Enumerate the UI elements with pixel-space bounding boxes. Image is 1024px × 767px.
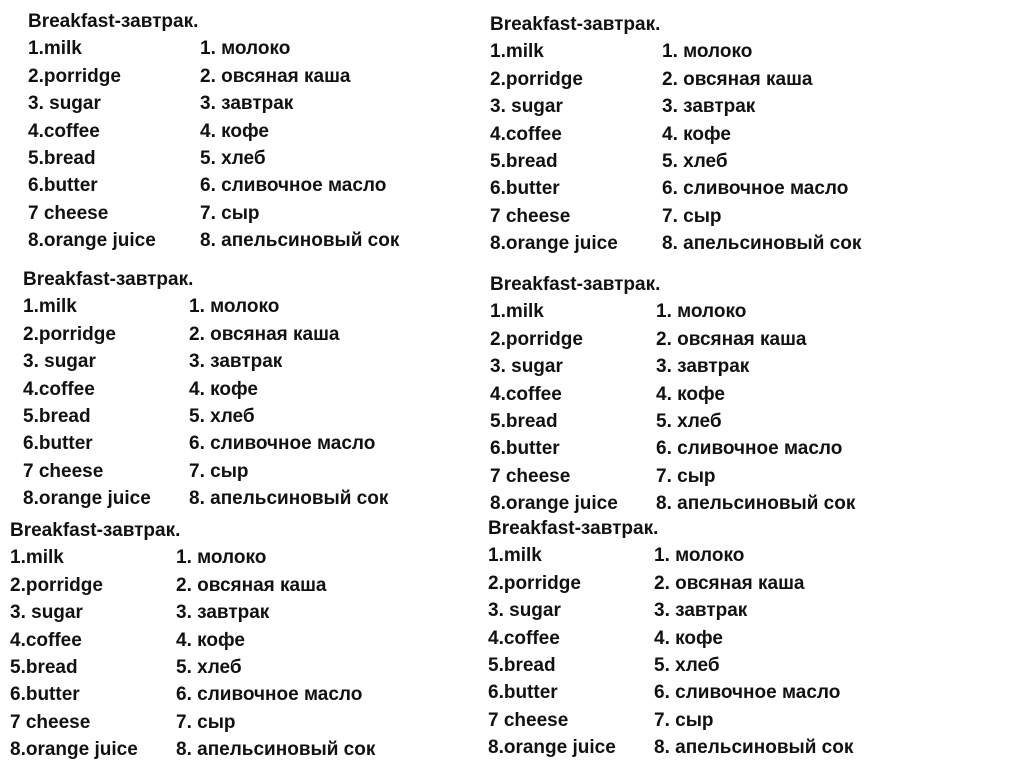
vocabulary-row [23,430,376,457]
english-word: 1.milk [23,296,77,318]
english-word: 5.bread [490,150,558,172]
russian-translation: 2. овсяная каша [189,323,340,345]
russian-translation: 8. апельсиновый сок [176,739,376,761]
english-word: 8.orange juice [490,233,618,255]
english-word: 1.milk [28,38,82,60]
vocabulary-row [490,463,716,490]
english-word: 6.butter [23,433,93,455]
vocabulary-row [28,227,400,254]
english-word: 5.bread [490,410,558,432]
russian-translation: 3. завтрак [189,351,283,373]
russian-translation: 1. молоко [189,296,280,318]
russian-translation: 1. молоко [176,547,267,569]
vocabulary-row [490,203,722,230]
russian-translation: 6. сливочное масло [654,682,841,704]
russian-translation: 7. сыр [654,709,714,731]
english-word: 1.milk [488,545,542,567]
english-word: 8.orange juice [490,493,618,515]
russian-translation: 7. сыр [200,202,260,224]
vocabulary-row [490,326,807,353]
vocabulary-row [10,544,267,571]
vocabulary-row [490,435,843,462]
card-title: Breakfast-завтрак. [488,518,659,539]
vocabulary-row [28,35,291,62]
english-word: 7 cheese [490,465,571,487]
english-word: 3. sugar [490,356,563,378]
vocabulary-row [10,709,236,736]
russian-translation: 8. апельсиновый сок [654,737,854,759]
russian-translation: 6. сливочное масло [176,684,363,706]
russian-translation: 4. кофе [654,627,723,649]
vocabulary-row [10,572,327,599]
vocabulary-row [490,148,728,175]
english-word: 1.milk [10,547,64,569]
russian-translation: 7. сыр [176,711,236,733]
card-title: Breakfast-завтрак. [23,269,194,290]
english-word: 6.butter [488,682,558,704]
russian-translation: 3. завтрак [654,600,748,622]
english-word: 4.coffee [23,378,95,400]
russian-translation: 5. хлеб [656,410,722,432]
russian-translation: 3. завтрак [200,93,294,115]
vocabulary-row [23,321,340,348]
english-word: 7 cheese [28,202,109,224]
card-title: Breakfast-завтрак. [490,14,661,35]
vocabulary-row [488,542,745,569]
english-word: 4.coffee [490,123,562,145]
english-word: 2.porridge [28,65,121,87]
english-word: 1.milk [490,41,544,63]
english-word: 8.orange juice [488,737,616,759]
russian-translation: 7. сыр [189,460,249,482]
vocabulary-row [28,200,260,227]
russian-translation: 5. хлеб [654,654,720,676]
english-word: 3. sugar [490,96,563,118]
russian-translation: 4. кофе [189,378,258,400]
english-word: 6.butter [490,438,560,460]
english-word: 6.butter [10,684,80,706]
english-word: 4.coffee [28,120,100,142]
english-word: 4.coffee [10,629,82,651]
vocabulary-row [23,293,280,320]
russian-translation: 1. молоко [662,41,753,63]
vocabulary-row [488,707,714,734]
russian-translation: 8. апельсиновый сок [200,230,400,252]
english-word: 5.bread [10,656,78,678]
vocabulary-card [10,517,376,764]
vocabulary-row [28,63,351,90]
english-word: 4.coffee [490,383,562,405]
russian-translation: 5. хлеб [200,147,266,169]
vocabulary-row [490,353,750,380]
russian-translation: 4. кофе [176,629,245,651]
russian-translation: 4. кофе [662,123,731,145]
english-word: 6.butter [490,178,560,200]
russian-translation: 2. овсяная каша [656,328,807,350]
english-word: 2.porridge [490,68,583,90]
english-word: 5.bread [488,654,556,676]
english-word: 6.butter [28,175,98,197]
vocabulary-row [28,172,387,199]
russian-translation: 4. кофе [656,383,725,405]
vocabulary-row [10,736,376,763]
vocabulary-row [488,652,720,679]
english-word: 8.orange juice [10,739,138,761]
russian-translation: 5. хлеб [176,656,242,678]
vocabulary-card [488,515,854,762]
russian-translation: 2. овсяная каша [654,572,805,594]
vocabulary-card [490,271,856,518]
english-word: 7 cheese [23,460,104,482]
card-title: Breakfast-завтрак. [490,274,661,295]
english-word: 5.bread [28,147,96,169]
russian-translation: 3. завтрак [176,602,270,624]
vocabulary-row [28,118,269,145]
english-word: 3. sugar [10,602,83,624]
vocabulary-row [488,570,805,597]
vocabulary-row [490,298,747,325]
vocabulary-row [488,597,748,624]
russian-translation: 4. кофе [200,120,269,142]
vocabulary-row [488,679,841,706]
russian-translation: 1. молоко [654,545,745,567]
vocabulary-row [10,654,242,681]
russian-translation: 6. сливочное масло [656,438,843,460]
russian-translation: 6. сливочное масло [200,175,387,197]
vocabulary-row [28,145,266,172]
vocabulary-row [23,376,258,403]
russian-translation: 3. завтрак [656,356,750,378]
english-word: 7 cheese [10,711,91,733]
english-word: 2.porridge [488,572,581,594]
english-word: 4.coffee [488,627,560,649]
vocabulary-row [28,90,294,117]
vocabulary-row [490,408,722,435]
vocabulary-row [490,490,856,517]
english-word: 3. sugar [23,351,96,373]
russian-translation: 8. апельсиновый сок [189,488,389,510]
vocabulary-row [488,734,854,761]
vocabulary-card [23,266,389,513]
vocabulary-row [490,230,862,257]
vocabulary-row [490,66,813,93]
vocabulary-card [28,8,400,255]
english-word: 3. sugar [488,600,561,622]
vocabulary-row [490,381,725,408]
vocabulary-row [490,121,731,148]
russian-translation: 7. сыр [656,465,716,487]
vocabulary-row [490,93,756,120]
russian-translation: 2. овсяная каша [200,65,351,87]
english-word: 8.orange juice [28,230,156,252]
english-word: 2.porridge [23,323,116,345]
vocabulary-row [490,38,753,65]
russian-translation: 8. апельсиновый сок [656,493,856,515]
russian-translation: 5. хлеб [189,405,255,427]
russian-translation: 8. апельсиновый сок [662,233,862,255]
vocabulary-row [23,485,389,512]
vocabulary-row [23,458,249,485]
english-word: 2.porridge [490,328,583,350]
russian-translation: 6. сливочное масло [189,433,376,455]
english-word: 5.bread [23,405,91,427]
english-word: 3. sugar [28,93,101,115]
russian-translation: 2. овсяная каша [176,574,327,596]
english-word: 7 cheese [488,709,569,731]
russian-translation: 7. сыр [662,205,722,227]
english-word: 2.porridge [10,574,103,596]
card-title: Breakfast-завтрак. [10,520,181,541]
vocabulary-row [488,625,723,652]
russian-translation: 2. овсяная каша [662,68,813,90]
vocabulary-row [23,403,255,430]
vocabulary-card [490,11,862,258]
vocabulary-row [490,175,849,202]
vocabulary-row [10,599,270,626]
russian-translation: 6. сливочное масло [662,178,849,200]
english-word: 8.orange juice [23,488,151,510]
russian-translation: 1. молоко [200,38,291,60]
russian-translation: 1. молоко [656,301,747,323]
vocabulary-row [23,348,283,375]
english-word: 7 cheese [490,205,571,227]
russian-translation: 5. хлеб [662,150,728,172]
russian-translation: 3. завтрак [662,96,756,118]
vocabulary-row [10,681,363,708]
english-word: 1.milk [490,301,544,323]
vocabulary-row [10,627,245,654]
card-title: Breakfast-завтрак. [28,11,199,32]
